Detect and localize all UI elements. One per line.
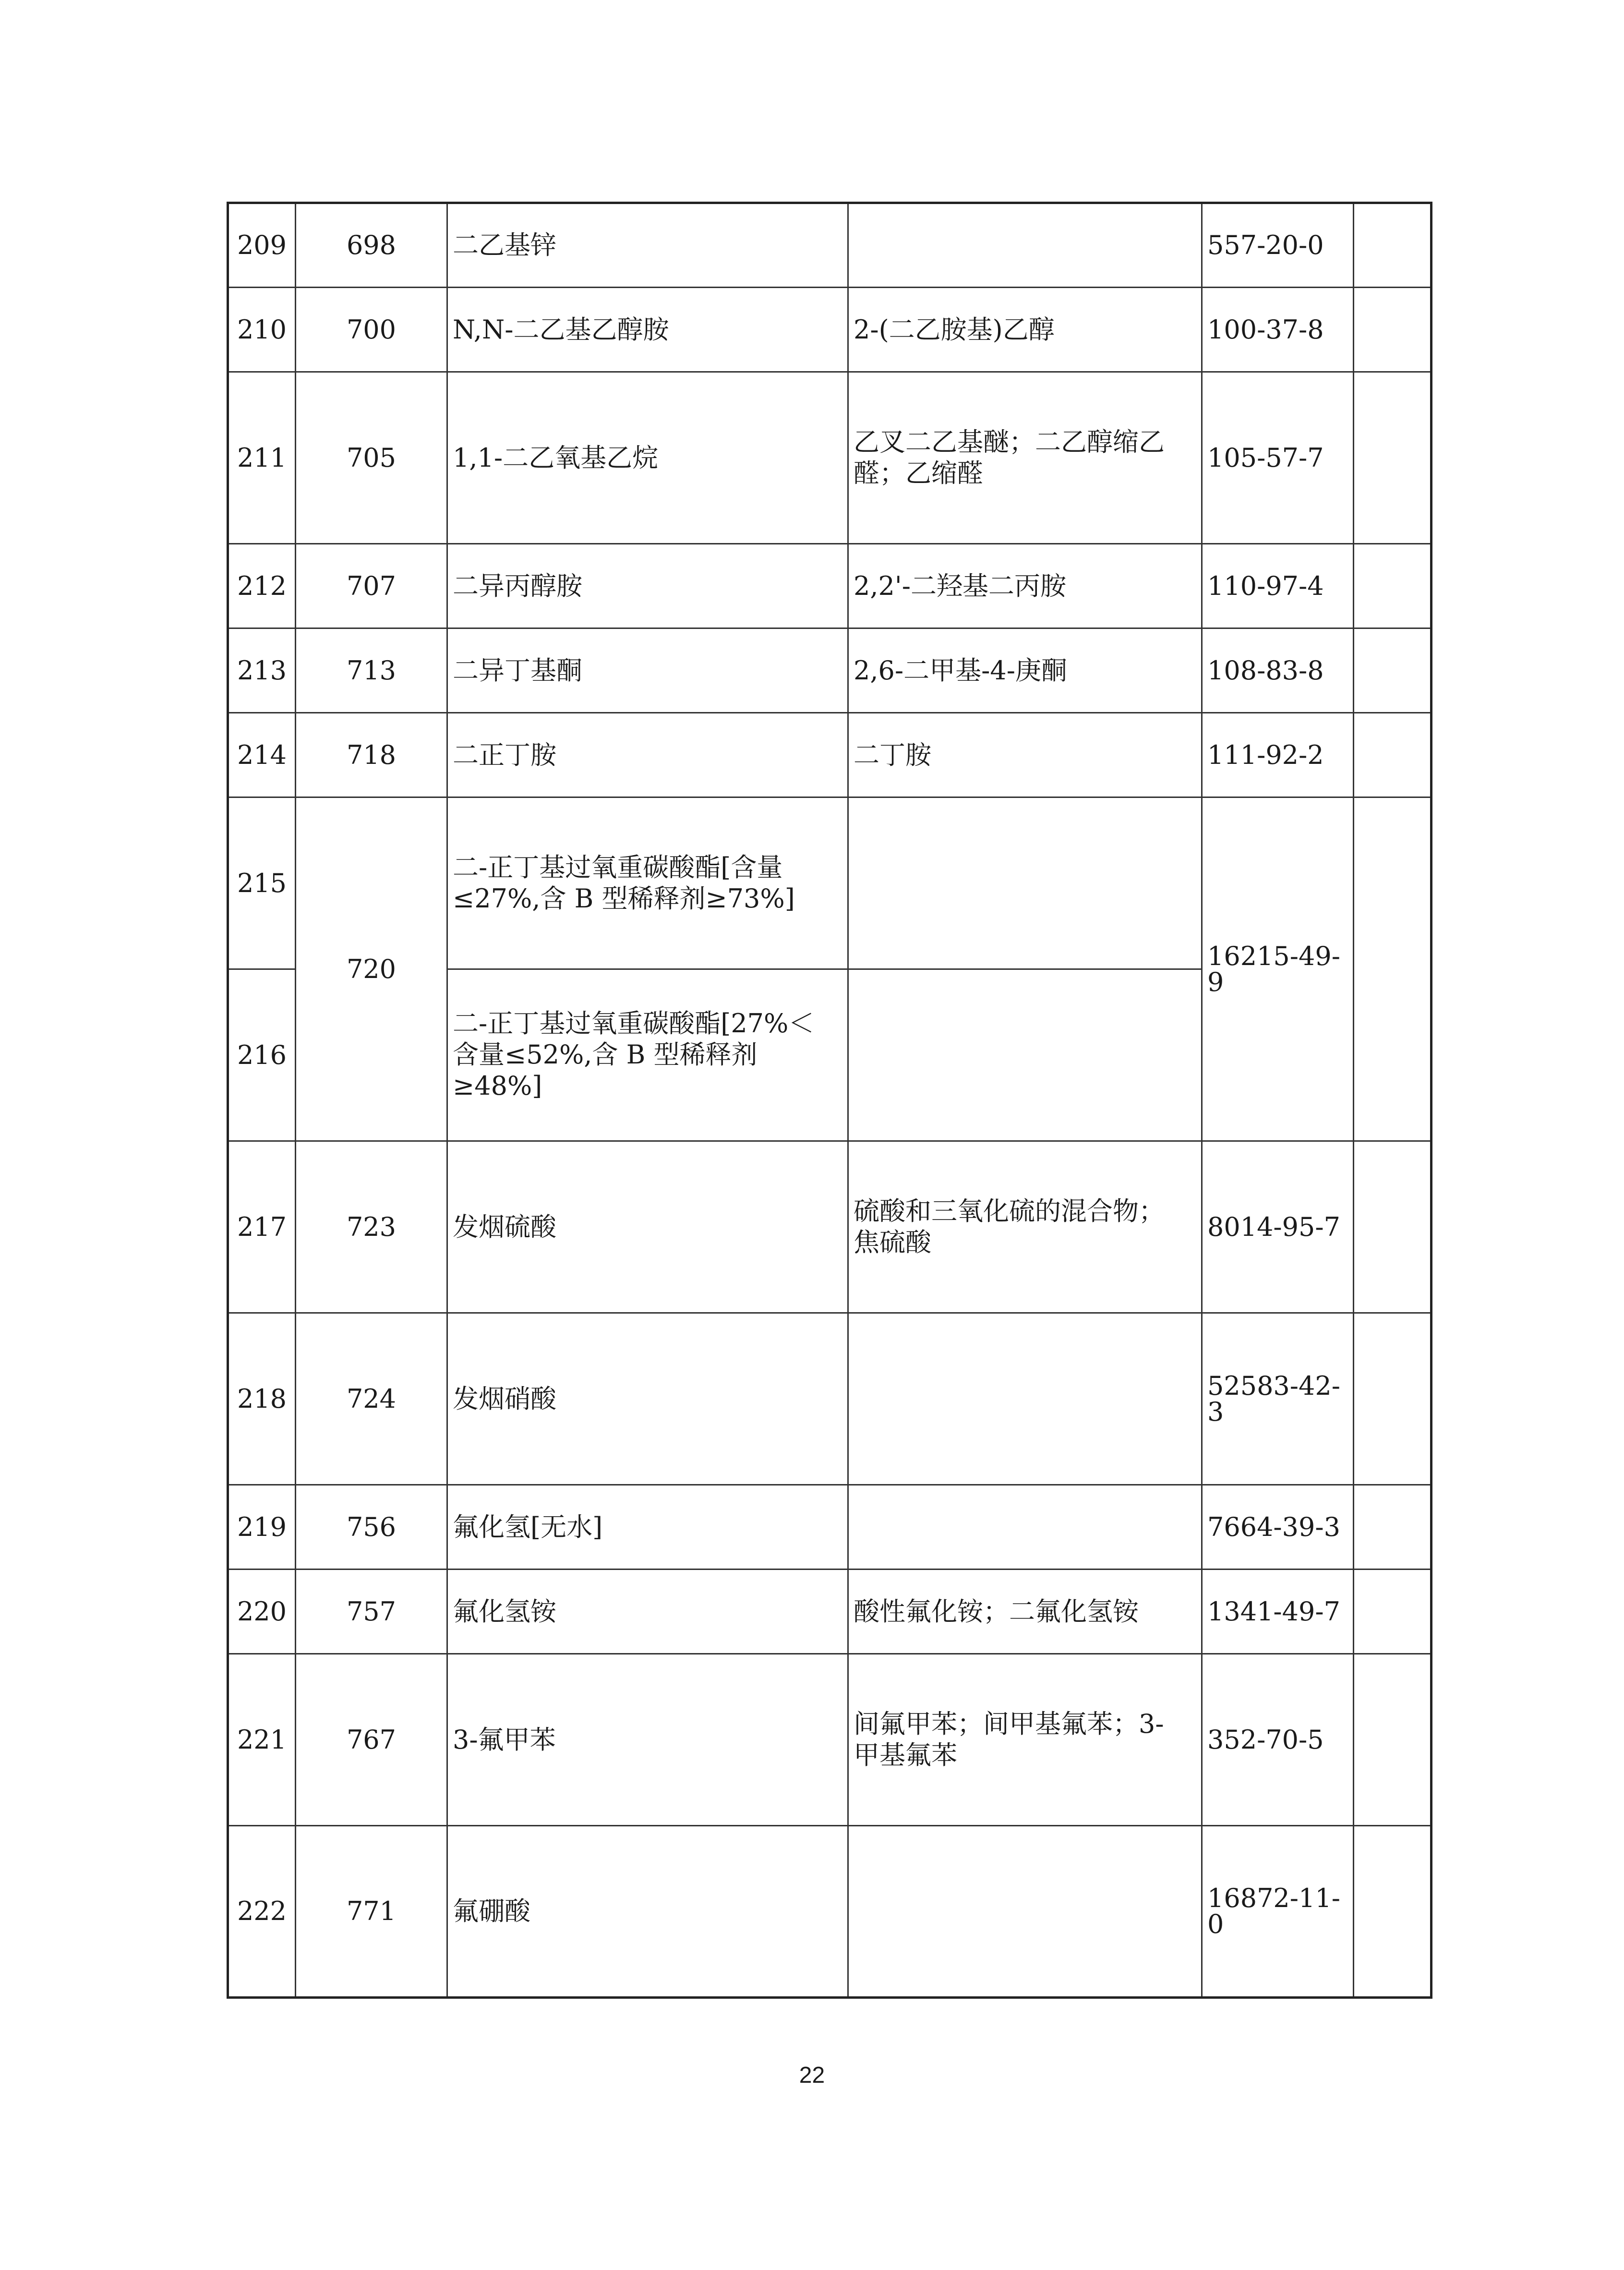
name-cell: 发烟硝酸 (447, 1313, 848, 1485)
cas-line: 16872-11- (1207, 1883, 1340, 1913)
seq-cell: 211 (228, 372, 296, 544)
name-cell: 二乙基锌 (447, 203, 848, 288)
alias-cell: 2-(二乙胺基)乙醇 (848, 288, 1202, 372)
id-cell: 757 (296, 1570, 447, 1654)
alias-cell: 二丁胺 (848, 713, 1202, 797)
id-cell: 698 (296, 203, 447, 288)
seq-cell: 222 (228, 1826, 296, 1998)
alias-cell: 2,6-二甲基-4-庚酮 (848, 628, 1202, 713)
name-cell: 氟化氢[无水] (447, 1485, 848, 1570)
remark-cell (1354, 1485, 1432, 1570)
alias-cell: 2,2'-二羟基二丙胺 (848, 544, 1202, 628)
remark-cell (1354, 1654, 1432, 1826)
remark-cell (1354, 1141, 1432, 1313)
cas-cell: 7664-39-3 (1202, 1485, 1354, 1570)
remark-cell (1354, 1826, 1432, 1998)
table-row (228, 1485, 1432, 1570)
alias-line: 硫酸和三氧化硫的混合物； (854, 1195, 1165, 1226)
alias-cell (848, 1654, 1202, 1826)
name-cell: 1,1-二乙氧基乙烷 (447, 372, 848, 544)
id-cell: 713 (296, 628, 447, 713)
table-row (228, 797, 1432, 969)
cas-line: 52583-42- (1207, 1370, 1340, 1401)
alias-cell (848, 969, 1202, 1141)
cas-cell (1202, 1826, 1354, 1998)
id-cell: 723 (296, 1141, 447, 1313)
cas-cell: 352-70-5 (1202, 1654, 1354, 1826)
seq-cell: 209 (228, 203, 296, 288)
table-row (228, 628, 1432, 713)
cas-line: 9 (1207, 966, 1224, 997)
remark-cell (1354, 288, 1432, 372)
cas-line: 16215-49- (1207, 941, 1340, 971)
seq-cell: 210 (228, 288, 296, 372)
id-cell: 705 (296, 372, 447, 544)
table-row (228, 1826, 1432, 1998)
alias-line: 间氟甲苯；间甲基氟苯；3- (854, 1708, 1164, 1739)
remark-cell (1354, 628, 1432, 713)
table-row (228, 713, 1432, 797)
name-line: 含量≤52%,含 B 型稀释剂≥48%] (453, 1039, 758, 1101)
cas-cell: 110-97-4 (1202, 544, 1354, 628)
name-cell: 氟硼酸 (447, 1826, 848, 1998)
cas-cell: 8014-95-7 (1202, 1141, 1354, 1313)
table-row (228, 1141, 1432, 1313)
seq-cell: 216 (228, 969, 296, 1141)
id-cell: 771 (296, 1826, 447, 1998)
alias-line: 甲基氟苯 (854, 1739, 957, 1770)
name-cell: 二异丁基酮 (447, 628, 848, 713)
name-cell: 二异丙醇胺 (447, 544, 848, 628)
remark-cell (1354, 203, 1432, 288)
seq-cell: 218 (228, 1313, 296, 1485)
id-cell: 700 (296, 288, 447, 372)
alias-cell: 酸性氟化铵；二氟化氢铵 (848, 1570, 1202, 1654)
table-row (228, 288, 1432, 372)
id-cell-merged: 720 (296, 797, 447, 1141)
name-line: 二-正丁基过氧重碳酸酯[27%＜ (453, 1008, 815, 1039)
seq-cell: 220 (228, 1570, 296, 1654)
cas-cell: 108-83-8 (1202, 628, 1354, 713)
alias-cell (848, 1485, 1202, 1570)
cas-cell: 100-37-8 (1202, 288, 1354, 372)
table-row (228, 544, 1432, 628)
alias-line: 焦硫酸 (854, 1227, 931, 1257)
seq-cell: 214 (228, 713, 296, 797)
name-cell (447, 797, 848, 969)
alias-cell (848, 203, 1202, 288)
remark-cell (1354, 544, 1432, 628)
alias-cell (848, 1313, 1202, 1485)
name-cell (447, 969, 848, 1141)
cas-cell-merged (1202, 797, 1354, 1141)
id-cell: 718 (296, 713, 447, 797)
remark-cell (1354, 1313, 1432, 1485)
remark-cell (1354, 372, 1432, 544)
seq-cell: 217 (228, 1141, 296, 1313)
id-cell: 707 (296, 544, 447, 628)
table-row (228, 1570, 1432, 1654)
cas-cell: 111-92-2 (1202, 713, 1354, 797)
alias-cell (848, 372, 1202, 544)
cas-cell: 557-20-0 (1202, 203, 1354, 288)
seq-cell: 212 (228, 544, 296, 628)
seq-cell: 219 (228, 1485, 296, 1570)
remark-cell (1354, 713, 1432, 797)
page-number: 22 (799, 2063, 825, 2088)
table-row (228, 372, 1432, 544)
remark-cell (1354, 797, 1432, 1141)
alias-cell (848, 797, 1202, 969)
seq-cell: 215 (228, 797, 296, 969)
name-cell: N,N-二乙基乙醇胺 (447, 288, 848, 372)
name-cell: 二正丁胺 (447, 713, 848, 797)
seq-cell: 221 (228, 1654, 296, 1826)
name-cell: 氟化氢铵 (447, 1570, 848, 1654)
alias-line: 乙叉二乙基醚；二乙醇缩乙 (854, 426, 1165, 457)
name-line: 二-正丁基过氧重碳酸酯[含量 (453, 852, 783, 882)
id-cell: 767 (296, 1654, 447, 1826)
alias-line: 醛；乙缩醛 (854, 458, 983, 488)
name-line: ≤27%,含 B 型稀释剂≥73%] (453, 883, 795, 914)
table-row (228, 203, 1432, 288)
name-cell: 发烟硫酸 (447, 1141, 848, 1313)
cas-line: 0 (1207, 1909, 1224, 1939)
cas-cell: 105-57-7 (1202, 372, 1354, 544)
table-row (228, 1313, 1432, 1485)
table-row (228, 1654, 1432, 1826)
seq-cell: 213 (228, 628, 296, 713)
cas-line: 3 (1207, 1396, 1224, 1427)
remark-cell (1354, 1570, 1432, 1654)
chemical-table (227, 202, 1432, 1999)
alias-cell (848, 1141, 1202, 1313)
cas-cell: 1341-49-7 (1202, 1570, 1354, 1654)
id-cell: 724 (296, 1313, 447, 1485)
name-cell: 3-氟甲苯 (447, 1654, 848, 1826)
alias-cell (848, 1826, 1202, 1998)
cas-cell (1202, 1313, 1354, 1485)
id-cell: 756 (296, 1485, 447, 1570)
